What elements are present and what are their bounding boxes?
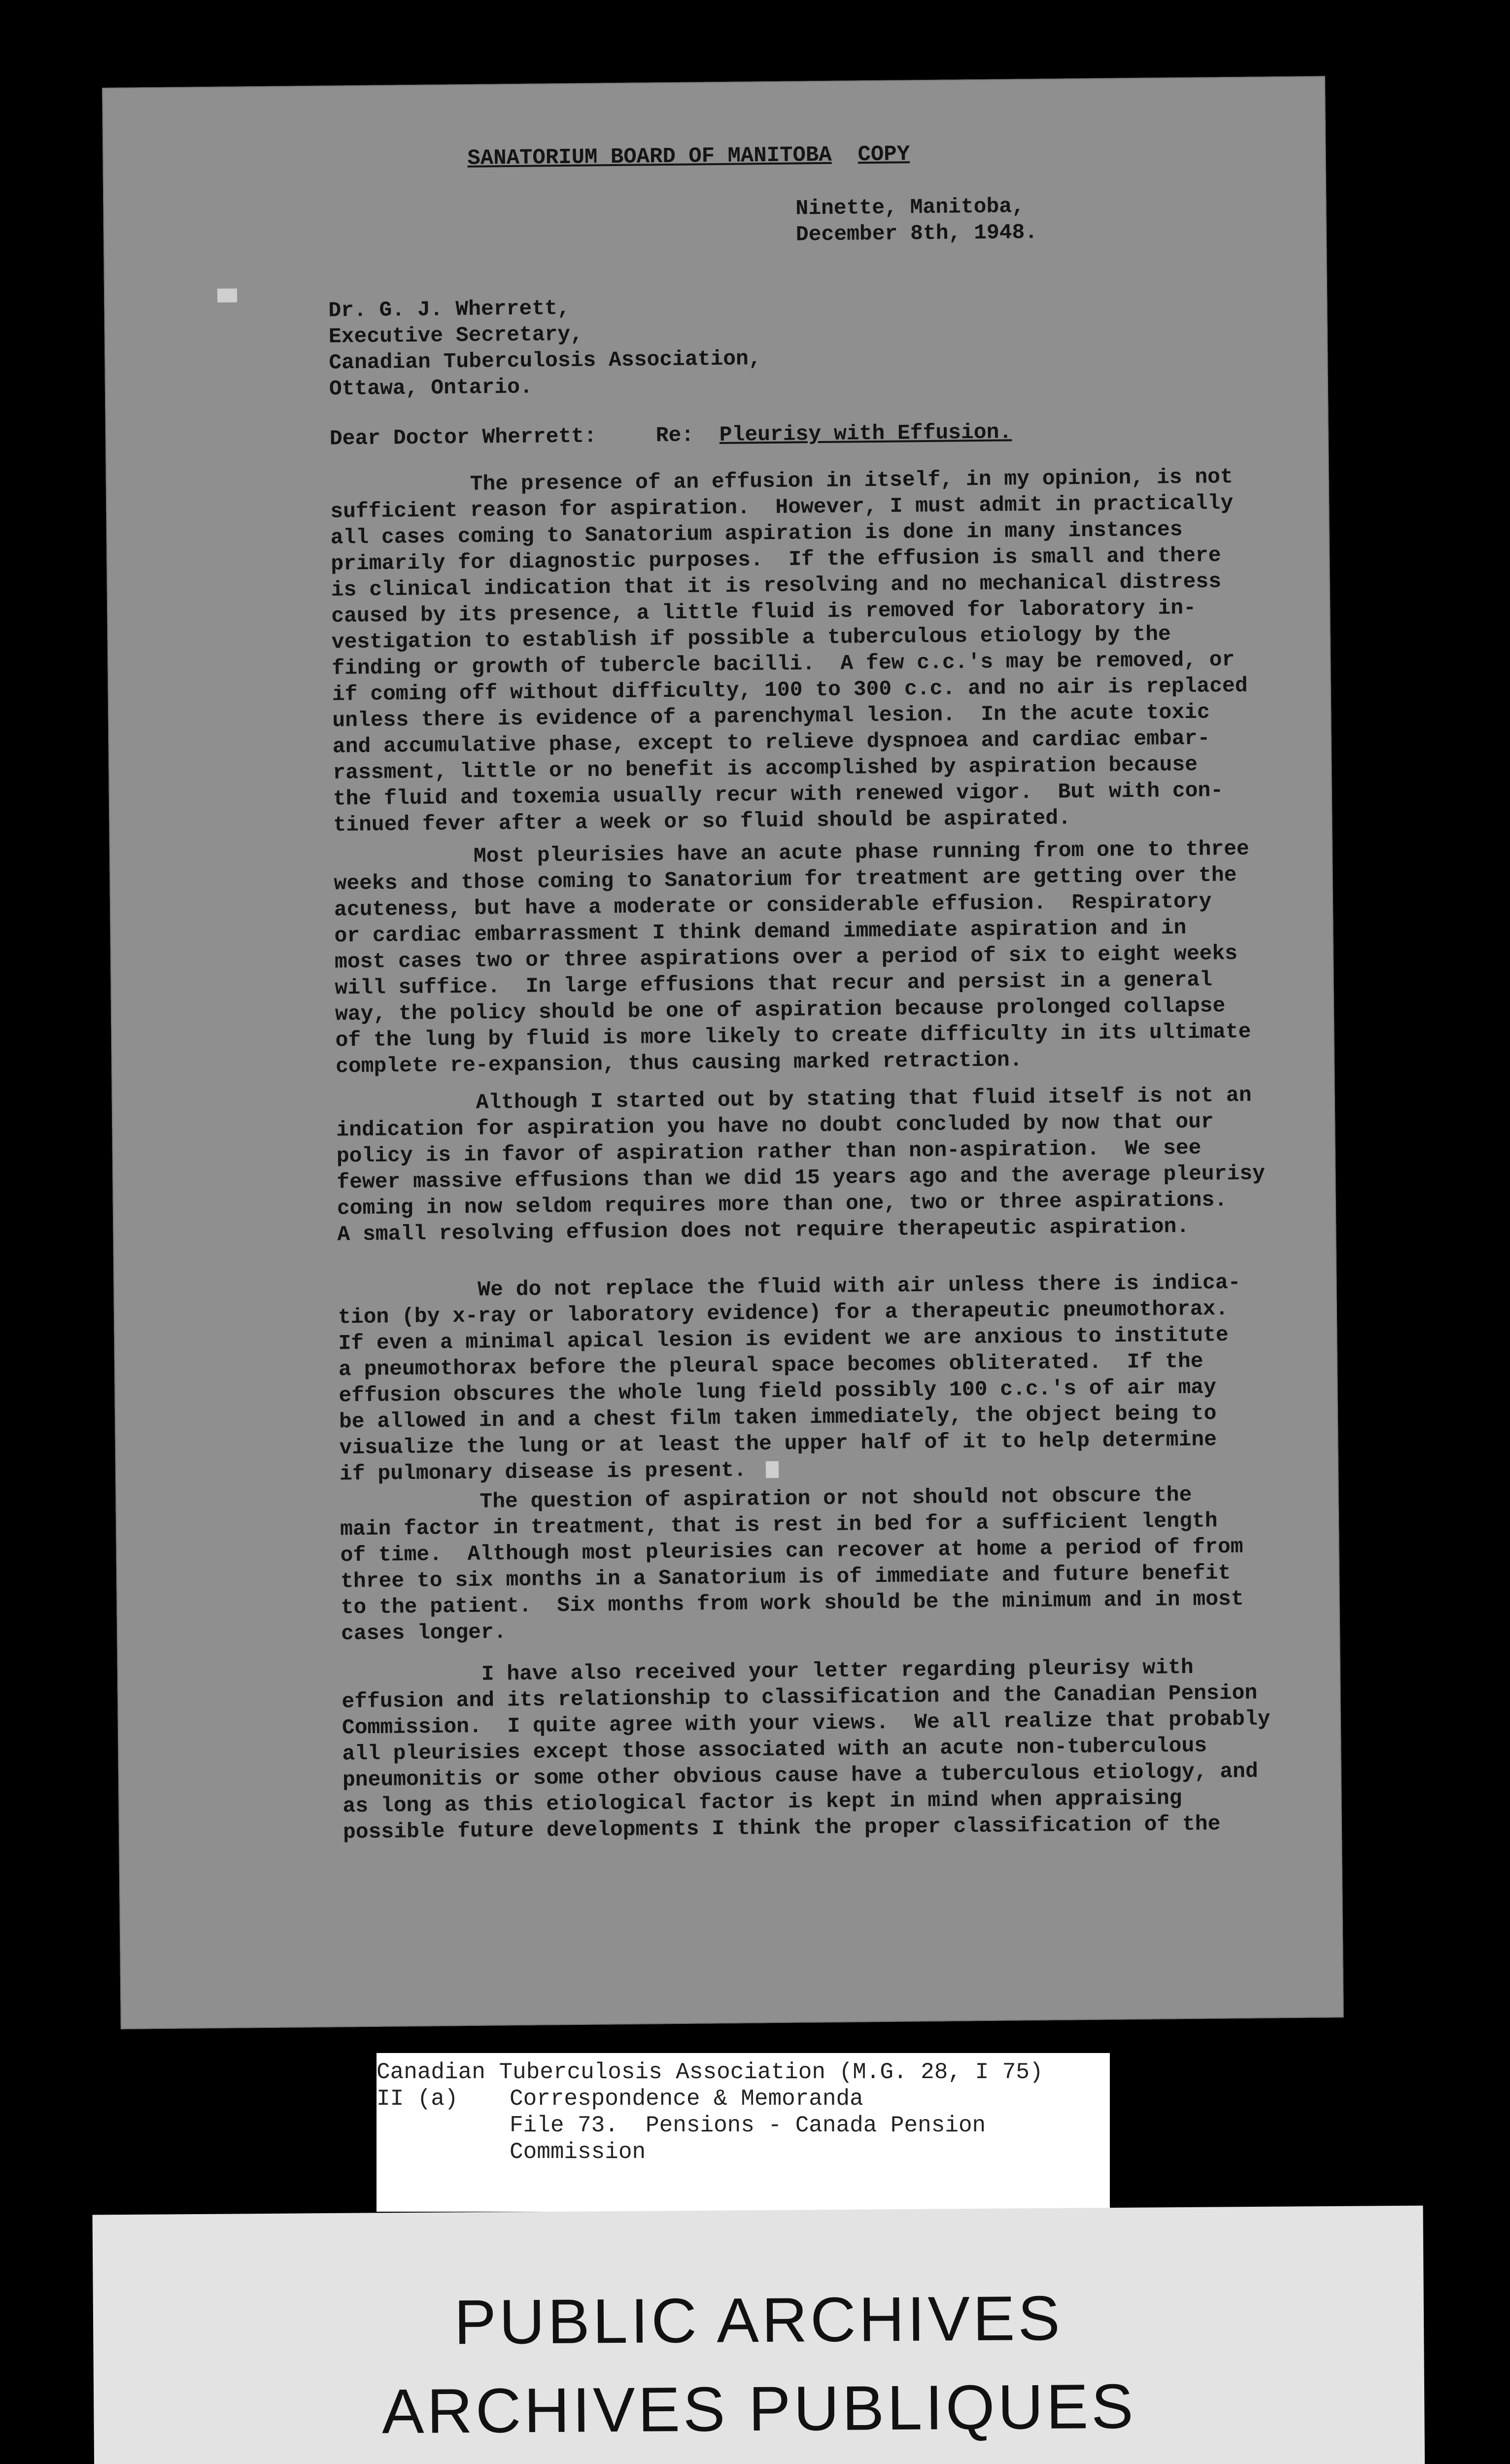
reference-line-3: File 73. Pensions - Canada Pension	[510, 2113, 986, 2138]
public-archives-card	[93, 2206, 1426, 2464]
address-line: Executive Secretary,	[328, 322, 583, 349]
reference-line-1: Canadian Tuberculosis Association (M.G. 28, I 75)	[377, 2059, 1043, 2085]
paper-speck	[766, 1461, 779, 1478]
letter-body	[102, 76, 1344, 2029]
recipient-address	[328, 293, 761, 402]
letter-place: Ninette, Manitoba,	[795, 194, 1025, 221]
archival-reference-label	[377, 2053, 1110, 2212]
reference-line-2: Correspondence & Memoranda	[510, 2086, 863, 2112]
letterhead-organization: SANATORIUM BOARD OF MANITOBA	[467, 142, 832, 171]
letter-paragraph-5: The question of aspiration or not should not obscure the main factor in treatment, that is rest in bed for a sufficient length of time. Although most pleurisies can recover at home a period of from three to six months in a Sanatorium is of immediate and future benefit to the patient. Six months from work should be the minimum and in most cases longer.	[340, 1482, 1244, 1646]
letter-heading	[467, 141, 910, 172]
address-line: Canadian Tuberculosis Association,	[329, 346, 761, 375]
re-label: Re:	[655, 423, 694, 448]
letter-place-date	[795, 193, 1037, 248]
reference-series: II (a)	[377, 2086, 458, 2112]
letter-date: December 8th, 1948.	[795, 220, 1038, 247]
letter-paragraph-2: Most pleurisies have an acute phase running from one to three weeks and those coming to Sanatorium for treatment are getting over the acuteness, but have a moderate or considerable effusion. Respiratory or cardiac embarrassment I think demand immediate aspiration and in most cases two or three aspirations over a period of six to eight weeks will suffice. In large effusions that recur and persist in a general way, the policy should be one of aspiration because prolonged collapse of the lung by fluid is more likely to create difficulty in its ultimate complete re-expansion, thus causing marked retraction.	[333, 836, 1251, 1079]
letter-page	[102, 76, 1344, 2029]
letter-paragraph-4: We do not replace the fluid with air unless there is indica- tion (by x-ray or laboratory evidence) for a therapeutic pneumothorax. If even a minimal apical lesion is evident we are anxious to institute a pneumothorax before the pleural space becomes obliterated. If the effusion obscures the whole lung field possibly 100 c.c.'s of air may be allowed in and a chest film taken immediately, the object being to visualize the lung or at least the upper half of it to help determine if pulmonary disease is present.	[338, 1270, 1241, 1486]
subject-line: Pleurisy with Effusion.	[719, 420, 1012, 447]
salutation-line	[330, 419, 1012, 451]
letter-paragraph-6: I have also received your letter regarding pleurisy with effusion and its relationship to classification and the Canadian Pension Commission. I quite agree with your views. We all realize that probably all pleurisies except those associated with an acute non-tuberculous pneumonitis or some other obvious cause have a tuberculous etiology, and as long as this etiological factor is kept in mind when appraising possible future developments I think the proper classification of the	[341, 1655, 1270, 1845]
copy-marker: COPY	[858, 142, 910, 168]
letter-paragraph-3: Although I started out by stating that fluid itself is not an indication for aspiration you have no doubt concluded by now that our policy is in favor of aspiration rather than non-aspiration. We see fewer massive effusions than we did 15 years ago and the average pleurisy coming in now seldom requires more than one, two or three aspirations. A small resolving effusion does not require therapeutic aspiration.	[336, 1083, 1266, 1247]
archives-country	[94, 2462, 1425, 2464]
salutation: Dear Doctor Wherrett:	[329, 424, 597, 451]
archives-french-title: ARCHIVES PUBLIQUES	[381, 2371, 1137, 2447]
letter-paragraph-1: The presence of an effusion in itself, in my opinion, is not sufficient reason for aspiration. However, I must admit in practically all cases coming to Sanatorium aspiration is done in many instances primarily for diagnostic purposes. If the effusion is small and there is clinical indication that it is resolving and no mechanical distress caused by its presence, a little fluid is removed for laboratory in- vestigation to establish if possible a tuberculous etiology by the finding or growth of tubercle bacilli. A few c.c.'s may be removed, or if coming off without difficulty, 100 to 300 c.c. and no air is replaced unless there is evidence of a parenchymal lesion. In the acute toxic and accumulative phase, except to relieve dyspnoea and cardiac embar- rassment, little or no benefit is accomplished by aspiration because the fluid and toxemia usually recur with renewed vigor. But with con- tinued fever after a week or so fluid should be aspirated.	[330, 465, 1248, 837]
address-line: Dr. G. J. Wherrett,	[328, 296, 570, 323]
address-line: Ottawa, Ontario.	[329, 375, 533, 401]
paper-speck	[217, 288, 237, 302]
archives-english-title: PUBLIC ARCHIVES	[453, 2283, 1064, 2358]
reference-line-4: Commission	[510, 2139, 646, 2165]
